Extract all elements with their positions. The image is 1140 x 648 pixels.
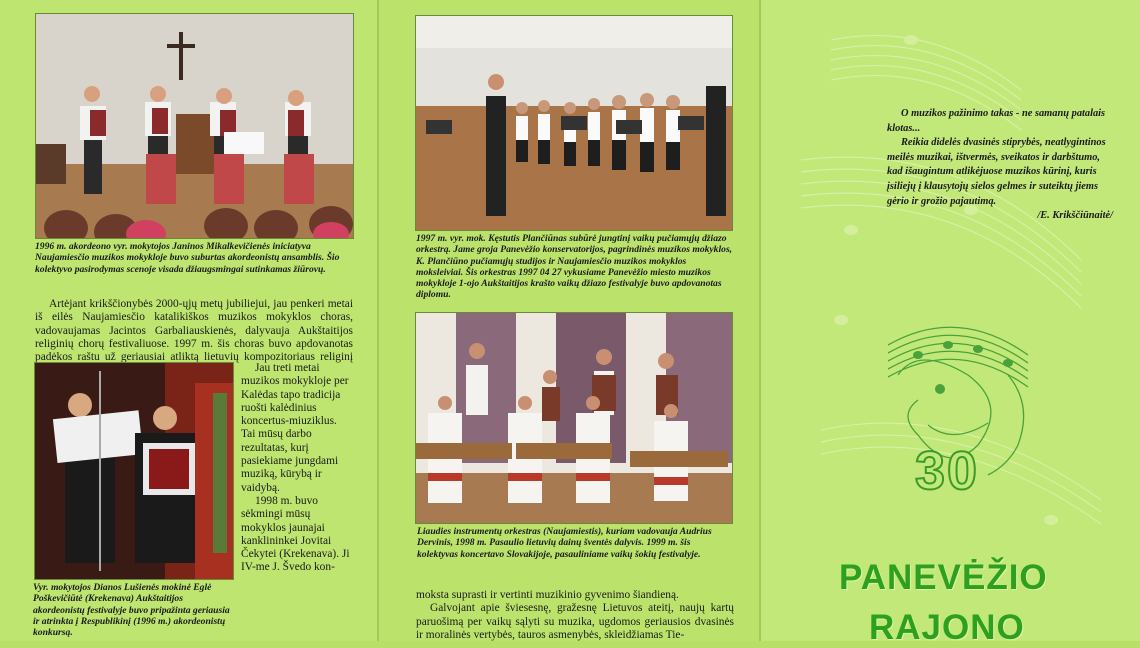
jazz-orchestra-photo xyxy=(415,15,733,231)
quote-line: O muzikos pažinimo takas - ne samanų patalais klotas... xyxy=(887,108,1106,134)
paragraph: 1998 m. buvo sėkmingi mūsų mokyklos jaunajai kanklininkei Jovitai Čekytei (Krekenava). Ji IV-me J. Švedo kon- xyxy=(241,494,350,574)
paragraph: Jau treti metai muzikos mokykloje per Kalėdas tapo tradicija ruošti kalėdinius koncertus-miuziklus. Tai mūsų darbo rezultatas, kurį pasiekiame jungdami muziką, kūrybą ir vaidybą. xyxy=(241,362,349,494)
accordion-soloist-caption: Vyr. mokytojos Dianos Lušienės mokinė Eglė Poškevičiūtė (Krekenava) Aukštaitijos akordeonistų festivalyje buvo pripažinta geriausia ir atrinkta į Respublikinį (1996 m.) akordeonistų konkursą. xyxy=(33,582,230,639)
title-line-1: PANEVĖŽIO xyxy=(839,558,1048,597)
quote-author: /E. Krikščiūnaitė/ xyxy=(1037,210,1113,222)
accordion-ensemble-photo xyxy=(35,13,354,239)
body-text-christmas xyxy=(241,362,353,575)
title-line-2: RAJONO xyxy=(869,608,1025,647)
right-panel xyxy=(761,0,1140,647)
folk-orchestra-caption: Liaudies instrumentų orkestras (Naujamiestis), kuriam vadovauja Audrius Dervinis, 1998 m. Pasaulio lietuvių dainų šventės dalyvis. 1999 m. šis kolektyvas koncertavo Slovakijoje, pasauliniame vaikų šokių festivalyje. xyxy=(417,526,712,560)
paragraph: Galvojant apie šviesesnę, gražesnę Lietuvos ateitį, naujų kartų paruošimą per vaikų sąlyti su muzika, ugdomos geriausios dvasinės ir moralinės vertybės, tauros asmenybės, skleidžiamas Tie- xyxy=(416,602,734,641)
left-panel xyxy=(0,0,378,641)
logo-number: 30 xyxy=(915,441,980,501)
accordion-soloist-photo xyxy=(34,362,234,580)
jazz-orchestra-caption: 1997 m. vyr. mok. Kęstutis Plančiūnas subūrė jungtinį vaikų pučiamųjų džiazo orkestrą. Jame groja Panevėžio konservatorijos, pagrindinės muzikos mokyklos, K. Plančiūno pučiamųjų studijos ir Naujamiesčio muzikos mokyklos moksleiviai. Šis orkestras 1997 04 27 vykusiame Panevėžio miesto muzikos mokykloje 1-ojo Aukštaitijos krašto vaikų džiazo festivalyje buvo apdovanotas diplomu. xyxy=(416,233,733,301)
middle-panel xyxy=(379,0,760,641)
paragraph: moksta suprasti ir vertinti muzikinio gyvenimo šiandieną. xyxy=(416,589,679,601)
accordion-ensemble-caption: 1996 m. akordeono vyr. mokytojos Janinos Mikalkevičienės iniciatyva Naujamiesčio muzikos mokykloje buvo suburtas akordeonistų ansamblis. Šio kolektyvo pasirodymas scenoje visada džiaugsmingai sutinkamas žiūrovų. xyxy=(35,241,340,275)
paragraph: Artėjant krikščionybės 2000-ųjų metų jubiliejui, jau penkeri metai iš eilės Naujamiesčio katalikiškos muzikos mokyklos choras, vadovaujamas Jacintos Garbaliauskienės, dalyvauja Aukštaitijos religinių chorų festivaliuose. 1997 m. šis choras buvo apdovanotas padėkos raštu už geriausiai atliktą lietuvių kompozitoriaus religinį xyxy=(35,298,353,364)
body-text-future xyxy=(416,589,734,642)
folk-orchestra-photo xyxy=(415,312,733,524)
quote-block xyxy=(887,107,1113,224)
quote-line: Reikia didelės dvasinės stiprybės, neatlygintinos meilės muzikai, ištvermės, sveikatos ir darbštumo, kad išaugintum atlikėjuose muzikos kūrinį, kuris įsiliejų į klausytojų sielos gelmes ir suteiktų jiems gėrio ir grožio pajautimą. xyxy=(887,137,1106,207)
